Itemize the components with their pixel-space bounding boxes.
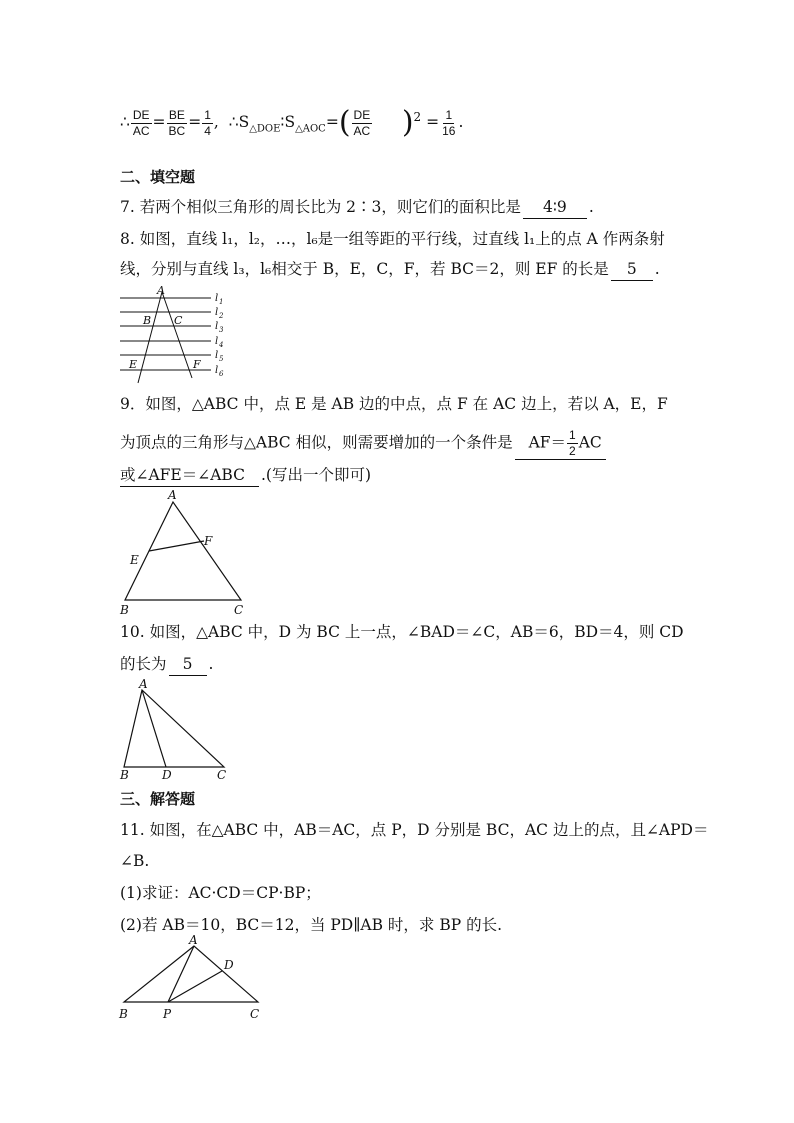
label-d: D (162, 768, 172, 782)
question-9-line-2: 为顶点的三角形与△ABC 相似，则需要增加的一个条件是 AF＝ $\frac{1}{2}$ AC (120, 428, 608, 460)
question-9-line-1: 9．如图，△ABC 中，点 E 是 AB 边的中点，点 F 在 AC 边上，若以 A，E，F (120, 395, 668, 413)
triangle-abc-pd-figure (115, 934, 270, 1026)
answer-blank: 5 (169, 653, 207, 676)
fraction-de-ac: $\frac{DE}{AC}$ (132, 107, 150, 138)
triangle-abc (124, 690, 224, 767)
triangle-abc (125, 502, 241, 600)
label-b: B (143, 314, 152, 327)
svg-text:l: l (215, 365, 219, 376)
question-11-line-2: ∠B. (120, 852, 150, 870)
label-a: A (168, 488, 177, 502)
answer-blank: 4∶9 (523, 196, 587, 219)
segment-ef (149, 541, 204, 551)
svg-text:l: l (215, 293, 219, 304)
section-heading-fill-blank: 二、填空题 (120, 168, 196, 186)
question-9-line-3: 或∠AFE＝∠ABC .(写出一个即可) (120, 464, 371, 487)
label-p: P (163, 1007, 172, 1021)
label-c: C (234, 603, 244, 617)
answer-blank: AF＝ $\frac{1}{2}$ AC (515, 428, 606, 460)
ray-ab (138, 292, 162, 383)
section-heading-answer: 三、解答题 (120, 790, 196, 808)
fraction-de-ac-2: $\frac{DE}{AC}$ (353, 107, 371, 138)
label-b: B (120, 768, 129, 782)
fraction-one-four: $\frac{1}{4}$ (204, 107, 211, 138)
question-8-line-1: 8. 如图，直线 l₁，l₂，…，l₆是一组等距的平行线，过直线 l₁上的点 A 作两条射 (120, 230, 665, 248)
parallel-lines-figure (115, 284, 235, 386)
label-a: A (139, 677, 148, 691)
label-e: E (130, 553, 139, 567)
fraction-be-bc: $\frac{BE}{BC}$ (168, 107, 186, 138)
svg-text:l: l (215, 321, 219, 332)
fraction-one-sixteen: $\frac{1}{16}$ (442, 107, 456, 138)
label-b: B (120, 603, 129, 617)
question-7: 7. 若两个相似三角形的周长比为 2∶3，则它们的面积比是 4∶9 . (120, 196, 594, 219)
ray-ac (162, 292, 192, 378)
segment-pd (168, 971, 222, 1002)
label-c: C (174, 314, 183, 327)
label-b: B (119, 1007, 128, 1021)
label-c: C (217, 768, 227, 782)
svg-text:3: 3 (219, 326, 224, 334)
label-c: C (250, 1007, 260, 1021)
svg-text:l: l (215, 350, 219, 361)
answer-blank: 5 (611, 258, 653, 281)
svg-text:1: 1 (219, 298, 224, 306)
top-formula: ∴ $\frac{DE}{AC}$ = $\frac{BE}{BC}$ = $\frac{1}{4}$ , $\therefore S_{\triangle DOE}∶S_{\triangle AOC}=$( $\frac{DE}{AC}$ )$^2$ = $\frac{1}{16}$ . (120, 105, 464, 141)
triangle-abc-d-figure (115, 676, 240, 784)
question-10-line-1: 10. 如图，△ABC 中，D 为 BC 上一点，∠BAD＝∠C，AB＝6，BD＝4，则 CD (120, 623, 684, 641)
question-11-line-1: 11. 如图，在△ABC 中，AB＝AC，点 P，D 分别是 BC，AC 边上的点，且∠APD＝ (120, 821, 709, 839)
label-e: E (129, 358, 138, 371)
svg-text:6: 6 (219, 370, 224, 378)
label-f: F (193, 358, 201, 371)
svg-text:l: l (215, 307, 219, 318)
svg-text:2: 2 (219, 312, 224, 320)
question-10-line-2: 的长为 5 . (120, 653, 213, 676)
answer-blank-continued: 或∠AFE＝∠ABC (120, 464, 259, 487)
triangle-abc (124, 946, 258, 1002)
triangle-abc-ef-figure (115, 488, 255, 620)
label-d: D (224, 958, 234, 972)
question-11-part-2: (2)若 AB＝10，BC＝12，当 PD∥AB 时，求 BP 的长. (120, 916, 503, 934)
svg-text:4: 4 (219, 341, 224, 349)
question-11-part-1: (1)求证：AC·CD＝CP·BP； (120, 884, 321, 902)
fraction-one-half: $\frac{1}{2}$ (569, 428, 576, 458)
segment-ap (168, 946, 194, 1002)
label-a: A (189, 934, 198, 947)
svg-text:l: l (215, 336, 219, 347)
question-8-line-2: 线，分别与直线 l₃，l₆相交于 B，E，C，F，若 BC＝2，则 EF 的长是 5 . (120, 258, 660, 281)
label-f: F (204, 534, 213, 548)
svg-text:5: 5 (219, 355, 224, 363)
label-a: A (157, 284, 165, 297)
